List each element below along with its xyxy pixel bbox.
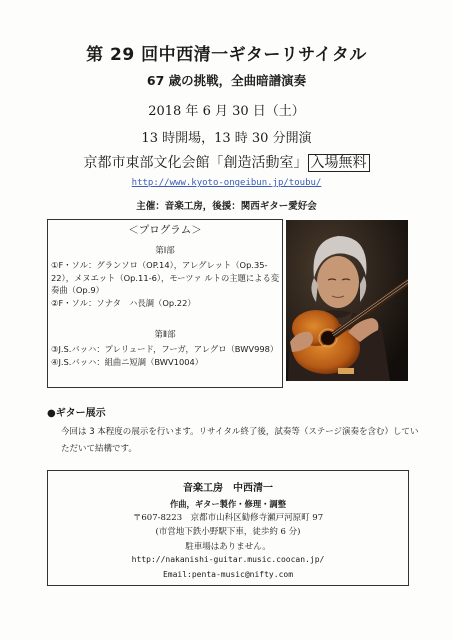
contact-parking: 駐車場はありません。 (185, 542, 271, 552)
venue-line (0, 152, 453, 172)
contact-email-link[interactable]: Email:penta-music@nifty.com (162, 570, 294, 579)
program-item: ③J.S.バッハ：プレリュード，フーガ，アレグロ（BWV998） (51, 344, 279, 354)
program-item: ④J.S.バッハ：組曲ニ短調（BWV1004） (51, 356, 204, 367)
program-item: ①F・ソル：グランソロ（OP.14），アレグレット（Op.35-22），メヌエット（Op.11-6），モーツァ ルトの主題による変奏曲（Op.9） (51, 260, 280, 296)
program-heading: ＜プログラム＞ (128, 224, 202, 236)
contact-name: 音楽工房 中西清一 (183, 483, 273, 494)
part2-list (51, 343, 281, 368)
contact-access: (市営地下鉄小野駅下車，徒歩約 6 分) (155, 527, 301, 537)
admission-badge: 入場無料 (308, 154, 370, 172)
recital-title: 第 29 回中西清一ギターリサイタル (86, 45, 367, 65)
venue-name: 京都市東部文化会館「創造活動室」 (83, 155, 308, 171)
guitarist-photo (286, 220, 408, 381)
part1-list (51, 259, 281, 310)
contact-box (47, 470, 409, 586)
organizer-line: 主催：音楽工房，後援：関西ギター愛好会 (136, 201, 317, 212)
exhibit-text: 今回は 3 本程度の展示を行います。リサイタル終了後，試奏等（ステージ演奏を含む）していただいて結構です。 (61, 427, 419, 454)
recital-subtitle: 67 歳の挑戦，全曲暗譜演奏 (146, 73, 307, 88)
program-item: ②F・ソル：ソナタ ハ長調（Op.22） (51, 298, 196, 309)
guitarist-illustration (286, 220, 408, 381)
event-date: 2018 年 6 月 30 日（土） (148, 104, 305, 119)
venue-url-link[interactable]: http://www.kyoto-ongeibun.jp/toubu/ (131, 178, 322, 188)
event-times: 13 時開場，13 時 30 分開演 (141, 131, 312, 146)
contact-services: 作曲，ギター製作・修理・調整 (169, 499, 287, 509)
exhibit-heading: ●ギター展示 (47, 408, 106, 419)
contact-website-link[interactable]: http://nakanishi-guitar.music.coocan.jp/ (131, 555, 325, 564)
program-box (47, 219, 283, 388)
contact-address: 〒607-8223 京都市山科区勧修寺瀬戸河原町 97 (132, 513, 324, 523)
part2-heading: 第Ⅱ部 (154, 330, 176, 340)
part1-heading: 第Ⅰ部 (155, 246, 175, 256)
